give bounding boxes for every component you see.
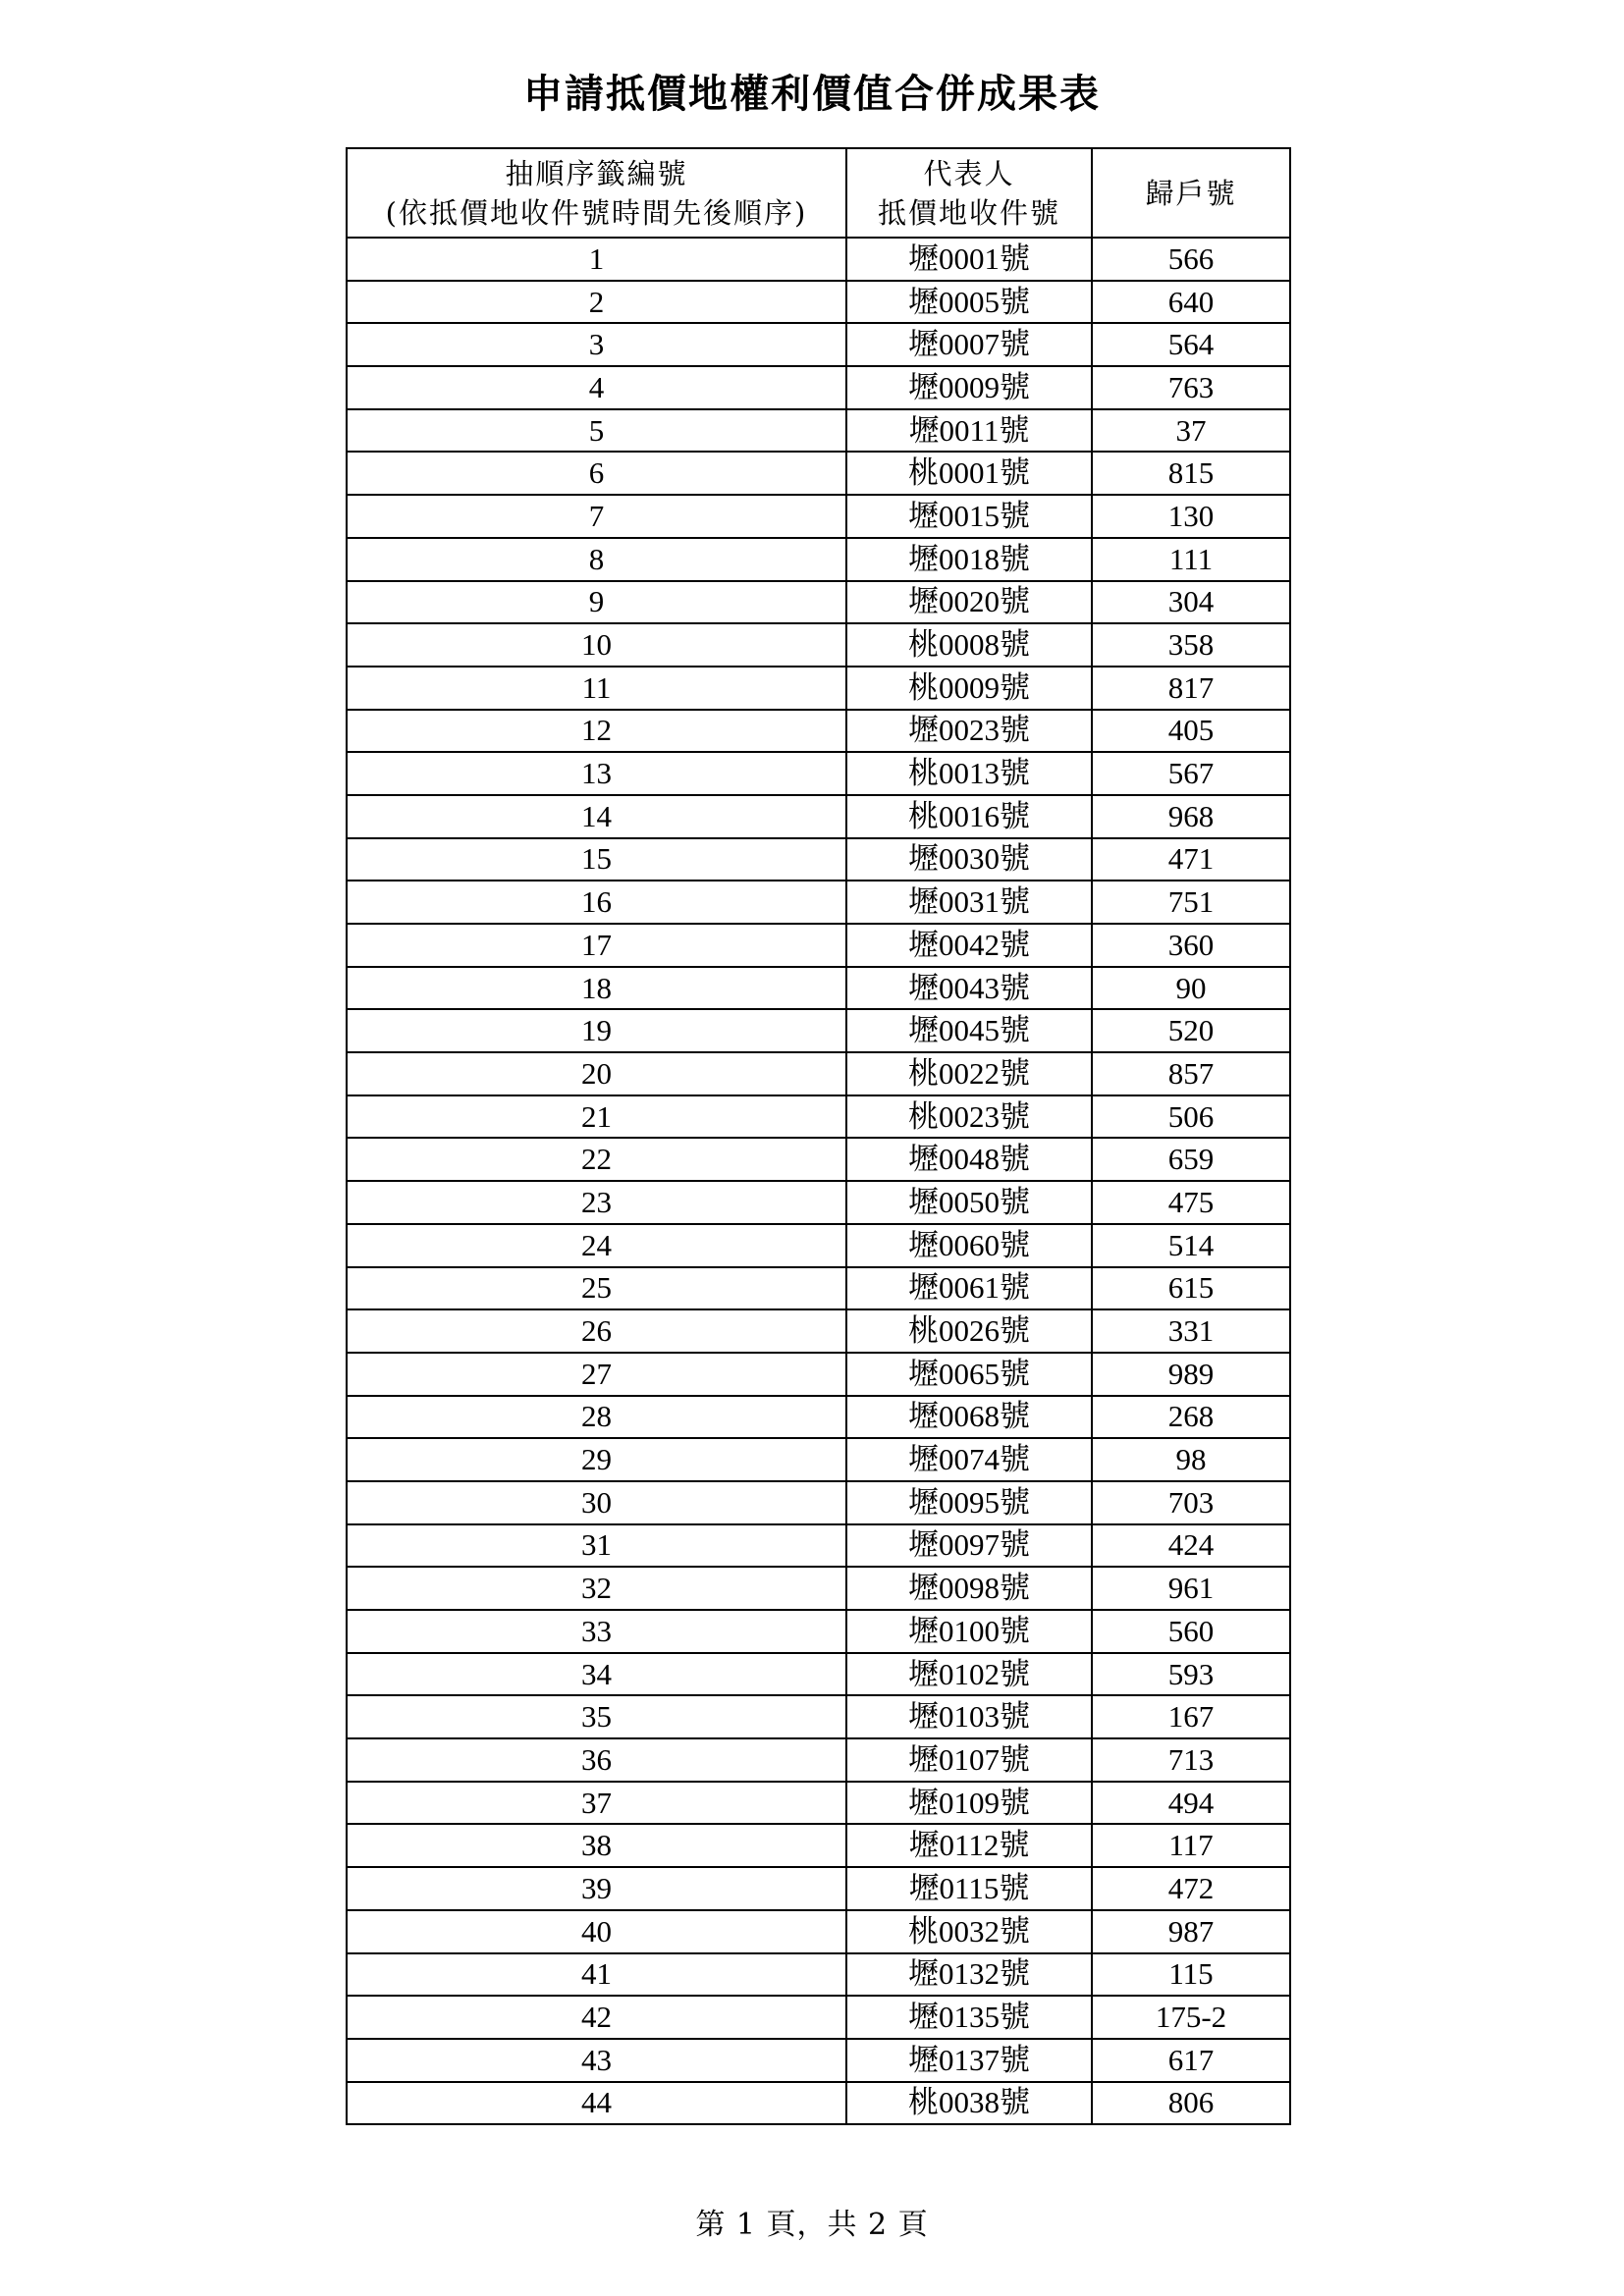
cell-draw-number: 29 bbox=[347, 1438, 846, 1481]
table-row bbox=[347, 795, 1290, 838]
cell-receipt-number: 壢0065號 bbox=[846, 1353, 1092, 1396]
cell-household-number: 566 bbox=[1092, 238, 1290, 281]
cell-receipt-number: 壢0050號 bbox=[846, 1181, 1092, 1224]
cell-household-number: 175-2 bbox=[1092, 1996, 1290, 2039]
table-row bbox=[347, 1738, 1290, 1782]
table-row bbox=[347, 1095, 1290, 1139]
cell-draw-number: 40 bbox=[347, 1910, 846, 1953]
cell-household-number: 703 bbox=[1092, 1481, 1290, 1524]
cell-receipt-number: 壢0007號 bbox=[846, 323, 1092, 366]
header-row bbox=[347, 148, 1290, 238]
table-body bbox=[347, 238, 1290, 2124]
cell-household-number: 615 bbox=[1092, 1267, 1290, 1310]
table-row bbox=[347, 1824, 1290, 1867]
cell-receipt-number: 桃0009號 bbox=[846, 667, 1092, 710]
cell-household-number: 817 bbox=[1092, 667, 1290, 710]
cell-receipt-number: 桃0001號 bbox=[846, 452, 1092, 495]
header-draw-number bbox=[347, 148, 846, 238]
cell-receipt-number: 壢0015號 bbox=[846, 495, 1092, 538]
cell-receipt-number: 壢0109號 bbox=[846, 1782, 1092, 1825]
header-household-number-line1: 歸戶號 bbox=[1145, 176, 1237, 210]
cell-receipt-number: 桃0032號 bbox=[846, 1910, 1092, 1953]
cell-draw-number: 14 bbox=[347, 795, 846, 838]
table-row bbox=[347, 881, 1290, 924]
cell-receipt-number: 壢0009號 bbox=[846, 366, 1092, 409]
cell-draw-number: 19 bbox=[347, 1009, 846, 1052]
header-representative-line2: 抵價地收件號 bbox=[877, 195, 1060, 230]
cell-receipt-number: 壢0102號 bbox=[846, 1653, 1092, 1696]
table-row bbox=[347, 1438, 1290, 1481]
cell-household-number: 130 bbox=[1092, 495, 1290, 538]
cell-draw-number: 10 bbox=[347, 623, 846, 667]
table-row bbox=[347, 1610, 1290, 1653]
cell-receipt-number: 壢0100號 bbox=[846, 1610, 1092, 1653]
cell-draw-number: 31 bbox=[347, 1524, 846, 1568]
cell-household-number: 117 bbox=[1092, 1824, 1290, 1867]
table-row bbox=[347, 452, 1290, 495]
cell-draw-number: 13 bbox=[347, 752, 846, 795]
cell-household-number: 713 bbox=[1092, 1738, 1290, 1782]
cell-draw-number: 23 bbox=[347, 1181, 846, 1224]
cell-household-number: 593 bbox=[1092, 1653, 1290, 1696]
cell-household-number: 520 bbox=[1092, 1009, 1290, 1052]
table-row bbox=[347, 1396, 1290, 1439]
cell-draw-number: 35 bbox=[347, 1695, 846, 1738]
table-row bbox=[347, 1996, 1290, 2039]
cell-receipt-number: 壢0074號 bbox=[846, 1438, 1092, 1481]
cell-household-number: 617 bbox=[1092, 2039, 1290, 2082]
cell-receipt-number: 桃0016號 bbox=[846, 795, 1092, 838]
cell-draw-number: 27 bbox=[347, 1353, 846, 1396]
table-row bbox=[347, 752, 1290, 795]
cell-draw-number: 12 bbox=[347, 710, 846, 753]
cell-household-number: 989 bbox=[1092, 1353, 1290, 1396]
table-row bbox=[347, 1267, 1290, 1310]
table-row bbox=[347, 495, 1290, 538]
cell-receipt-number: 壢0031號 bbox=[846, 881, 1092, 924]
cell-receipt-number: 桃0022號 bbox=[846, 1052, 1092, 1095]
cell-receipt-number: 壢0030號 bbox=[846, 838, 1092, 881]
cell-draw-number: 43 bbox=[347, 2039, 846, 2082]
table-row bbox=[347, 1309, 1290, 1353]
cell-household-number: 304 bbox=[1092, 581, 1290, 624]
cell-draw-number: 15 bbox=[347, 838, 846, 881]
cell-household-number: 763 bbox=[1092, 366, 1290, 409]
cell-receipt-number: 壢0061號 bbox=[846, 1267, 1092, 1310]
cell-draw-number: 25 bbox=[347, 1267, 846, 1310]
cell-draw-number: 24 bbox=[347, 1224, 846, 1267]
cell-receipt-number: 壢0115號 bbox=[846, 1867, 1092, 1910]
table-header bbox=[347, 148, 1290, 238]
table-row bbox=[347, 1953, 1290, 1997]
results-table bbox=[346, 147, 1291, 2125]
table-row bbox=[347, 1353, 1290, 1396]
header-representative-line1: 代表人 bbox=[923, 156, 1015, 190]
cell-receipt-number: 桃0008號 bbox=[846, 623, 1092, 667]
cell-receipt-number: 壢0045號 bbox=[846, 1009, 1092, 1052]
cell-draw-number: 6 bbox=[347, 452, 846, 495]
cell-household-number: 506 bbox=[1092, 1095, 1290, 1139]
cell-draw-number: 30 bbox=[347, 1481, 846, 1524]
page-title: 申請抵價地權利價值合併成果表 bbox=[523, 72, 1101, 117]
cell-receipt-number: 壢0018號 bbox=[846, 538, 1092, 581]
table-row bbox=[347, 1910, 1290, 1953]
cell-receipt-number: 壢0098號 bbox=[846, 1567, 1092, 1610]
cell-draw-number: 22 bbox=[347, 1138, 846, 1181]
cell-receipt-number: 壢0042號 bbox=[846, 924, 1092, 967]
cell-draw-number: 41 bbox=[347, 1953, 846, 1997]
cell-household-number: 815 bbox=[1092, 452, 1290, 495]
cell-draw-number: 33 bbox=[347, 1610, 846, 1653]
cell-receipt-number: 壢0001號 bbox=[846, 238, 1092, 281]
cell-household-number: 475 bbox=[1092, 1181, 1290, 1224]
table-row bbox=[347, 366, 1290, 409]
cell-receipt-number: 壢0107號 bbox=[846, 1738, 1092, 1782]
cell-receipt-number: 壢0011號 bbox=[846, 409, 1092, 453]
table-row bbox=[347, 710, 1290, 753]
cell-household-number: 659 bbox=[1092, 1138, 1290, 1181]
cell-household-number: 751 bbox=[1092, 881, 1290, 924]
cell-receipt-number: 壢0132號 bbox=[846, 1953, 1092, 1997]
cell-draw-number: 44 bbox=[347, 2082, 846, 2125]
cell-household-number: 494 bbox=[1092, 1782, 1290, 1825]
cell-household-number: 331 bbox=[1092, 1309, 1290, 1353]
cell-draw-number: 39 bbox=[347, 1867, 846, 1910]
table-row bbox=[347, 1695, 1290, 1738]
table-row bbox=[347, 1009, 1290, 1052]
table-row bbox=[347, 2039, 1290, 2082]
cell-household-number: 560 bbox=[1092, 1610, 1290, 1653]
cell-household-number: 405 bbox=[1092, 710, 1290, 753]
table-row bbox=[347, 1524, 1290, 1568]
table-row bbox=[347, 667, 1290, 710]
cell-draw-number: 9 bbox=[347, 581, 846, 624]
header-draw-number-line1: 抽順序籤編號 bbox=[505, 156, 688, 190]
table-row bbox=[347, 238, 1290, 281]
header-representative bbox=[846, 148, 1092, 238]
cell-household-number: 90 bbox=[1092, 967, 1290, 1010]
cell-household-number: 806 bbox=[1092, 2082, 1290, 2125]
page-footer: 第 1 頁，共 2 頁 bbox=[695, 2208, 929, 2242]
table-row bbox=[347, 281, 1290, 324]
cell-receipt-number: 壢0112號 bbox=[846, 1824, 1092, 1867]
table-row bbox=[347, 1782, 1290, 1825]
cell-draw-number: 7 bbox=[347, 495, 846, 538]
cell-draw-number: 17 bbox=[347, 924, 846, 967]
table-row bbox=[347, 581, 1290, 624]
cell-draw-number: 5 bbox=[347, 409, 846, 453]
cell-receipt-number: 壢0043號 bbox=[846, 967, 1092, 1010]
cell-household-number: 115 bbox=[1092, 1953, 1290, 1997]
cell-draw-number: 42 bbox=[347, 1996, 846, 2039]
cell-receipt-number: 壢0020號 bbox=[846, 581, 1092, 624]
cell-draw-number: 1 bbox=[347, 238, 846, 281]
cell-receipt-number: 壢0048號 bbox=[846, 1138, 1092, 1181]
cell-household-number: 514 bbox=[1092, 1224, 1290, 1267]
header-household-number bbox=[1092, 148, 1290, 238]
cell-draw-number: 36 bbox=[347, 1738, 846, 1782]
cell-receipt-number: 桃0026號 bbox=[846, 1309, 1092, 1353]
cell-receipt-number: 壢0068號 bbox=[846, 1396, 1092, 1439]
table-row bbox=[347, 2082, 1290, 2125]
cell-draw-number: 11 bbox=[347, 667, 846, 710]
table-row bbox=[347, 1138, 1290, 1181]
cell-household-number: 857 bbox=[1092, 1052, 1290, 1095]
table-row bbox=[347, 967, 1290, 1010]
table-row bbox=[347, 1867, 1290, 1910]
cell-draw-number: 38 bbox=[347, 1824, 846, 1867]
table-row bbox=[347, 1653, 1290, 1696]
cell-receipt-number: 壢0137號 bbox=[846, 2039, 1092, 2082]
cell-receipt-number: 壢0005號 bbox=[846, 281, 1092, 324]
table-row bbox=[347, 1224, 1290, 1267]
cell-household-number: 987 bbox=[1092, 1910, 1290, 1953]
cell-draw-number: 18 bbox=[347, 967, 846, 1010]
cell-draw-number: 28 bbox=[347, 1396, 846, 1439]
cell-draw-number: 16 bbox=[347, 881, 846, 924]
table-row bbox=[347, 538, 1290, 581]
cell-household-number: 424 bbox=[1092, 1524, 1290, 1568]
cell-household-number: 111 bbox=[1092, 538, 1290, 581]
cell-draw-number: 34 bbox=[347, 1653, 846, 1696]
cell-household-number: 167 bbox=[1092, 1695, 1290, 1738]
cell-receipt-number: 桃0023號 bbox=[846, 1095, 1092, 1139]
cell-draw-number: 21 bbox=[347, 1095, 846, 1139]
cell-receipt-number: 壢0095號 bbox=[846, 1481, 1092, 1524]
header-draw-number-line2: (依抵價地收件號時間先後順序) bbox=[385, 195, 808, 230]
cell-receipt-number: 壢0023號 bbox=[846, 710, 1092, 753]
cell-household-number: 471 bbox=[1092, 838, 1290, 881]
cell-household-number: 268 bbox=[1092, 1396, 1290, 1439]
table-row bbox=[347, 1181, 1290, 1224]
cell-household-number: 961 bbox=[1092, 1567, 1290, 1610]
table-row bbox=[347, 1481, 1290, 1524]
cell-household-number: 37 bbox=[1092, 409, 1290, 453]
cell-household-number: 640 bbox=[1092, 281, 1290, 324]
cell-receipt-number: 桃0013號 bbox=[846, 752, 1092, 795]
table-row bbox=[347, 838, 1290, 881]
cell-household-number: 98 bbox=[1092, 1438, 1290, 1481]
cell-draw-number: 32 bbox=[347, 1567, 846, 1610]
cell-receipt-number: 壢0060號 bbox=[846, 1224, 1092, 1267]
table-row bbox=[347, 924, 1290, 967]
cell-household-number: 968 bbox=[1092, 795, 1290, 838]
cell-draw-number: 20 bbox=[347, 1052, 846, 1095]
table-row bbox=[347, 1052, 1290, 1095]
cell-draw-number: 26 bbox=[347, 1309, 846, 1353]
cell-household-number: 472 bbox=[1092, 1867, 1290, 1910]
table-row bbox=[347, 323, 1290, 366]
cell-draw-number: 3 bbox=[347, 323, 846, 366]
cell-household-number: 564 bbox=[1092, 323, 1290, 366]
cell-draw-number: 8 bbox=[347, 538, 846, 581]
cell-draw-number: 2 bbox=[347, 281, 846, 324]
cell-draw-number: 4 bbox=[347, 366, 846, 409]
table-row bbox=[347, 1567, 1290, 1610]
cell-receipt-number: 壢0103號 bbox=[846, 1695, 1092, 1738]
table-row bbox=[347, 409, 1290, 453]
cell-household-number: 358 bbox=[1092, 623, 1290, 667]
table-row bbox=[347, 623, 1290, 667]
cell-household-number: 567 bbox=[1092, 752, 1290, 795]
cell-receipt-number: 桃0038號 bbox=[846, 2082, 1092, 2125]
cell-draw-number: 37 bbox=[347, 1782, 846, 1825]
cell-receipt-number: 壢0097號 bbox=[846, 1524, 1092, 1568]
cell-household-number: 360 bbox=[1092, 924, 1290, 967]
cell-receipt-number: 壢0135號 bbox=[846, 1996, 1092, 2039]
